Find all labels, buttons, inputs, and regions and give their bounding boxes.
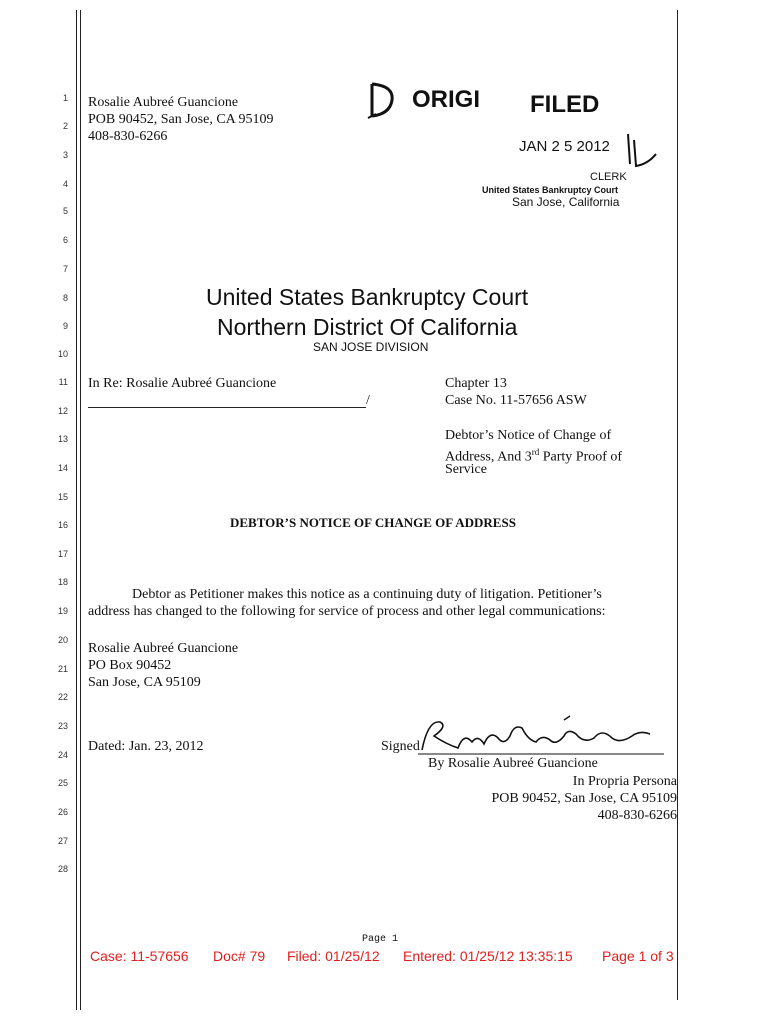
margin-rule-left-outer	[76, 10, 77, 1010]
line-number: 3	[62, 150, 68, 160]
court-title: United States Bankruptcy Court	[206, 284, 529, 310]
line-number: 2	[62, 121, 68, 131]
footer-entered: Entered: 01/25/12 13:35:15	[403, 948, 573, 964]
signed-by: By Rosalie Aubreé Guancione	[428, 756, 598, 771]
court-division: SAN JOSE DIVISION	[313, 340, 429, 354]
signer-role: In Propria Persona	[572, 774, 677, 789]
doc-title-part-a: Address, And 3	[445, 449, 532, 465]
new-address-city: San Jose, CA 95109	[88, 675, 201, 690]
line-number: 10	[57, 349, 68, 359]
case-number: Case No. 11-57656 ASW	[445, 393, 587, 408]
line-number: 14	[57, 463, 68, 473]
footer-filed: Filed: 01/25/12	[287, 948, 380, 964]
handwritten-signature	[418, 714, 664, 758]
stamp-clerk: CLERK	[590, 171, 627, 183]
line-number: 5	[62, 206, 68, 216]
line-number: 24	[57, 750, 68, 760]
stamp-original: ORIGI	[412, 86, 481, 113]
body-paragraph-line-2: address has changed to the following for service of process and other legal communications:	[88, 604, 606, 619]
stamp-court: United States Bankruptcy Court	[482, 185, 619, 195]
doc-title-sup: rd	[531, 447, 540, 457]
margin-rule-right	[677, 10, 678, 1000]
new-address-pobox: PO Box 90452	[88, 658, 172, 673]
in-re: In Re: Rosalie Aubreé Guancione	[88, 376, 277, 391]
line-number: 15	[57, 492, 68, 502]
chapter: Chapter 13	[445, 376, 507, 391]
margin-rule-left-inner	[80, 10, 81, 1010]
line-number: 26	[57, 807, 68, 817]
doc-title-part-b: Party Proof of	[539, 449, 623, 465]
line-number: 1	[62, 93, 68, 103]
caption-underline	[88, 407, 366, 408]
notice-heading: DEBTOR’S NOTICE OF CHANGE OF ADDRESS	[230, 515, 516, 530]
signed-label: Signed	[381, 739, 420, 754]
document-title-line-3: Service	[445, 462, 487, 477]
line-number: 16	[57, 520, 68, 530]
line-number: 22	[57, 692, 68, 702]
line-number: 28	[57, 864, 68, 874]
line-number: 25	[57, 778, 68, 788]
line-number: 13	[57, 434, 68, 444]
line-number: 18	[57, 577, 68, 587]
line-number: 20	[57, 635, 68, 645]
caption-slash: /	[366, 393, 370, 408]
body-paragraph-line-1: Debtor as Petitioner makes this notice as a continuing duty of litigation. Petitioner’s	[132, 587, 602, 602]
stamp-initial-mark-icon	[620, 130, 660, 170]
line-number: 8	[62, 293, 68, 303]
line-number: 21	[57, 664, 68, 674]
signer-phone: 408-830-6266	[597, 808, 677, 823]
stamp-location: San Jose, California	[512, 195, 620, 209]
line-number: 27	[57, 836, 68, 846]
line-number: 17	[57, 549, 68, 559]
page-label: Page 1	[362, 934, 399, 945]
footer-doc: Doc# 79	[213, 948, 266, 964]
line-number: 11	[58, 377, 68, 387]
footer-page: Page 1 of 3	[602, 948, 674, 964]
header-address: POB 90452, San Jose, CA 95109	[88, 112, 274, 127]
line-number: 23	[57, 721, 68, 731]
footer-case: Case: 11-57656	[90, 948, 189, 964]
header-phone: 408-830-6266	[88, 129, 168, 144]
dated: Dated: Jan. 23, 2012	[88, 739, 204, 754]
court-district: Northern District Of California	[217, 314, 518, 340]
new-address-name: Rosalie Aubreé Guancione	[88, 641, 239, 656]
header-name: Rosalie Aubreé Guancione	[88, 95, 239, 110]
stamp-d-mark-icon	[366, 80, 396, 120]
document-title-line-1: Debtor’s Notice of Change of	[445, 428, 612, 443]
line-number: 19	[57, 606, 68, 616]
line-number: 12	[57, 406, 68, 416]
stamp-date: JAN 2 5 2012	[519, 138, 610, 155]
line-number: 4	[62, 179, 68, 189]
line-number: 9	[62, 321, 68, 331]
line-number: 6	[62, 235, 68, 245]
signer-address: POB 90452, San Jose, CA 95109	[491, 791, 677, 806]
stamp-filed: FILED	[530, 91, 600, 118]
line-number: 7	[62, 264, 68, 274]
